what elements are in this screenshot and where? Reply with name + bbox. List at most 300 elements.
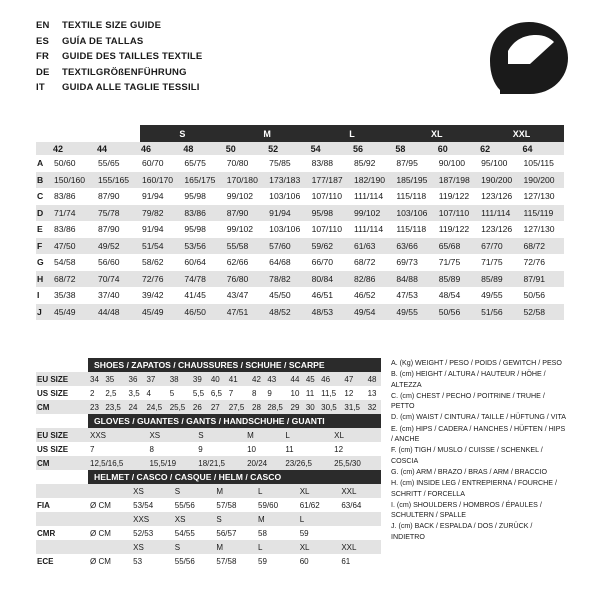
cell: 87/90 bbox=[226, 207, 249, 218]
cell: XS bbox=[133, 542, 144, 552]
cell: 60/64 bbox=[184, 257, 206, 268]
cell: 13 bbox=[367, 388, 377, 398]
cell: 60/70 bbox=[142, 158, 164, 169]
table-row bbox=[36, 287, 564, 304]
cell: XL bbox=[334, 430, 344, 440]
cell: 36 bbox=[128, 374, 138, 384]
cell: 60 bbox=[299, 556, 309, 566]
cell: S bbox=[174, 486, 181, 496]
cell: 78/82 bbox=[269, 273, 291, 284]
row-label: US SIZE bbox=[37, 388, 69, 398]
cell: 54/55 bbox=[174, 528, 195, 538]
cell: 90/100 bbox=[438, 158, 466, 169]
row-key: A bbox=[37, 158, 44, 169]
cell: 48/52 bbox=[269, 306, 291, 317]
table-row bbox=[36, 188, 564, 205]
cell: 50/56 bbox=[438, 306, 461, 317]
cell: 12 bbox=[344, 388, 354, 398]
cell: 37 bbox=[146, 374, 156, 384]
legend-item: B. (cm) HEIGHT / ALTURA / HAUTEUR / HÖHE / ALTEZZA bbox=[391, 370, 546, 389]
cell: L bbox=[258, 542, 263, 552]
size-number: 62 bbox=[480, 143, 491, 154]
cell: 65/75 bbox=[184, 158, 206, 169]
cell: 71/74 bbox=[54, 207, 76, 218]
cell: 37/40 bbox=[98, 290, 120, 301]
cell: 44/48 bbox=[98, 306, 120, 317]
cell: 99/102 bbox=[226, 224, 254, 235]
table-row bbox=[36, 205, 564, 222]
cell: 59/62 bbox=[311, 240, 334, 251]
cell: 83/86 bbox=[54, 191, 76, 202]
cell: 27,5 bbox=[228, 402, 245, 412]
cell: 67/70 bbox=[481, 240, 503, 251]
cell: 25,5 bbox=[169, 402, 186, 412]
cell: 63/64 bbox=[341, 500, 362, 510]
row-key: C bbox=[37, 191, 44, 202]
cell: 28,5 bbox=[267, 402, 283, 412]
row-key: J bbox=[37, 306, 42, 317]
header-title: GUIDE DES TAILLES TEXTILE bbox=[62, 51, 203, 62]
table-row bbox=[36, 526, 381, 540]
cell: 34 bbox=[90, 374, 99, 384]
header-line bbox=[36, 80, 202, 96]
header-lang-code: FR bbox=[36, 51, 50, 62]
cell: L bbox=[299, 514, 305, 524]
cell: 95/98 bbox=[184, 224, 206, 235]
letter-header-row bbox=[36, 125, 564, 142]
cell: 24 bbox=[128, 402, 138, 412]
legend-item: C. (cm) CHEST / PECHO / POITRINE / TRUHE / PETTO bbox=[391, 391, 545, 411]
cell: 20/24 bbox=[247, 458, 268, 468]
table-row bbox=[36, 554, 381, 568]
row-key: E bbox=[37, 224, 43, 235]
row-label: EU SIZE bbox=[37, 430, 69, 440]
cell: 45/49 bbox=[142, 306, 164, 317]
cell: 32 bbox=[367, 402, 377, 412]
cell: 85/89 bbox=[481, 273, 503, 284]
cell: XS bbox=[149, 430, 161, 440]
cell: 99/102 bbox=[226, 191, 254, 202]
cell: 29 bbox=[290, 402, 300, 412]
cell: 115/119 bbox=[523, 207, 554, 218]
cell: M bbox=[216, 486, 224, 496]
cell: 74/78 bbox=[184, 273, 206, 284]
size-number: 58 bbox=[395, 143, 406, 154]
size-number: 54 bbox=[310, 143, 321, 154]
cell: XXS bbox=[90, 430, 107, 440]
cell: 47/53 bbox=[396, 290, 418, 301]
cell: 5 bbox=[169, 388, 175, 398]
cell: 51/54 bbox=[142, 240, 164, 251]
size-number: 50 bbox=[225, 143, 236, 154]
size-letter-l: L bbox=[310, 125, 395, 142]
cell: 35/38 bbox=[54, 290, 76, 301]
cell: 42 bbox=[252, 374, 261, 384]
header-line bbox=[36, 18, 202, 34]
cell: 5,5 bbox=[192, 388, 205, 398]
legend-item: D. (cm) WAIST / CINTURA / TAILLE / HÜFTUNG / VITA bbox=[391, 413, 566, 422]
cell: 48 bbox=[367, 374, 377, 384]
cell: 39/42 bbox=[142, 290, 164, 301]
cell: 47 bbox=[344, 374, 354, 384]
cell: 11,5 bbox=[321, 388, 337, 398]
cell: 75/78 bbox=[98, 207, 120, 218]
cell: 45/49 bbox=[54, 306, 76, 317]
cell: 12 bbox=[334, 444, 344, 454]
table-row bbox=[36, 484, 381, 498]
header-title: TEXTILE SIZE GUIDE bbox=[62, 20, 162, 31]
cell: XXS bbox=[133, 514, 150, 524]
row-key: G bbox=[37, 257, 44, 268]
cell: 87/90 bbox=[98, 224, 120, 235]
cell: 82/86 bbox=[353, 273, 376, 284]
cell: S bbox=[198, 430, 204, 440]
row-label: US SIZE bbox=[37, 444, 69, 454]
cell: 111/114 bbox=[353, 224, 384, 235]
cell: 8 bbox=[252, 388, 257, 398]
size-letter-m: M bbox=[225, 125, 310, 142]
cell: 83/86 bbox=[184, 207, 206, 218]
cell: 53/56 bbox=[184, 240, 206, 251]
legend-item: E. (cm) HIPS / CADERA / HANCHES / HÜFTEN / HIPS / ANCHE bbox=[391, 424, 566, 444]
cell: 55/56 bbox=[174, 500, 195, 510]
size-number: 48 bbox=[183, 143, 194, 154]
header-line bbox=[36, 34, 202, 50]
cell: 95/98 bbox=[184, 191, 206, 202]
cell: 119/122 bbox=[438, 224, 470, 235]
cell: 103/106 bbox=[269, 224, 301, 235]
cell: 187/198 bbox=[438, 174, 470, 185]
cell: 68/72 bbox=[353, 257, 376, 268]
cell: 57/58 bbox=[216, 556, 237, 566]
header-lang-code: IT bbox=[36, 82, 45, 93]
table-row bbox=[36, 155, 564, 172]
cell: 84/88 bbox=[396, 273, 418, 284]
cell: M bbox=[258, 514, 265, 524]
header-title: GUIDA ALLE TAGLIE TESSILI bbox=[62, 82, 200, 93]
legend-item: F. (cm) TIGH / MUSLO / CUISSE / SCHENKEL / COSCIA bbox=[391, 446, 543, 465]
legend-item: J. (cm) BACK / ESPALDA / DOS / ZURÜCK / INDIETRO bbox=[391, 522, 533, 541]
table-row bbox=[36, 386, 381, 400]
cell: 62/66 bbox=[226, 257, 249, 268]
table-row bbox=[36, 442, 381, 456]
cell: 107/110 bbox=[438, 207, 470, 218]
cell: 69/73 bbox=[396, 257, 418, 268]
cell: 95/100 bbox=[481, 158, 508, 169]
cell: 9 bbox=[267, 388, 272, 398]
gloves-section-title: GLOVES / GUANTES / GANTS / HANDSCHUHE / GUANTI bbox=[88, 414, 381, 428]
cell: 111/114 bbox=[353, 191, 384, 202]
table-row bbox=[36, 428, 381, 442]
cell: 49/55 bbox=[396, 306, 418, 317]
header-lang-code: ES bbox=[36, 35, 50, 47]
cell: 55/65 bbox=[98, 158, 120, 169]
cell: 53 bbox=[133, 556, 143, 566]
cell: 61 bbox=[341, 556, 351, 566]
cell: 26 bbox=[192, 402, 202, 412]
cell: 103/106 bbox=[269, 191, 301, 202]
shoes-section-title: SHOES / ZAPATOS / CHAUSSURES / SCHUHE / SCARPE bbox=[88, 358, 381, 372]
size-number: 52 bbox=[268, 143, 279, 154]
cell: 11 bbox=[285, 444, 294, 454]
cell: 91/94 bbox=[142, 191, 164, 202]
cell: 39 bbox=[192, 374, 202, 384]
cell: 119/122 bbox=[438, 191, 470, 202]
cell: 165/175 bbox=[184, 174, 216, 185]
cell: 2,5 bbox=[105, 388, 117, 398]
cell: 72/76 bbox=[523, 257, 546, 268]
size-number: 46 bbox=[141, 143, 152, 154]
cell: 53/54 bbox=[133, 500, 154, 510]
cell: 87/91 bbox=[523, 273, 546, 284]
row-label: EU SIZE bbox=[37, 374, 69, 384]
cell: 79/82 bbox=[142, 207, 164, 218]
cell: 50/56 bbox=[523, 290, 546, 301]
cell: 10 bbox=[247, 444, 256, 454]
cell: 49/55 bbox=[481, 290, 503, 301]
cell: 107/110 bbox=[311, 224, 342, 235]
cell: 55/56 bbox=[174, 556, 195, 566]
cell: 43 bbox=[267, 374, 277, 384]
cell: 48/53 bbox=[311, 306, 334, 317]
cell: 15,5/19 bbox=[149, 458, 177, 468]
cell: 28 bbox=[252, 402, 261, 412]
cell: 87/90 bbox=[98, 191, 120, 202]
row-key: I bbox=[37, 290, 40, 301]
cell: 48/54 bbox=[438, 290, 461, 301]
cell: 155/165 bbox=[98, 174, 130, 185]
cell: 47/51 bbox=[226, 306, 249, 317]
cell: 61/63 bbox=[353, 240, 376, 251]
size-number: 64 bbox=[522, 143, 533, 154]
cell: 170/180 bbox=[226, 174, 258, 185]
cell: 71/75 bbox=[481, 257, 503, 268]
cell: 25,5/30 bbox=[334, 458, 361, 468]
header-lang-code: DE bbox=[36, 66, 50, 78]
cell: 76/80 bbox=[226, 273, 249, 284]
cell: 68/72 bbox=[54, 273, 76, 284]
numeric-header-row bbox=[36, 142, 564, 155]
cell: 27 bbox=[210, 402, 220, 412]
cell: 123/126 bbox=[481, 191, 513, 202]
language-header bbox=[36, 18, 202, 96]
cell: 23,5 bbox=[105, 402, 121, 412]
cell: 70/74 bbox=[98, 273, 120, 284]
row-key: F bbox=[37, 240, 43, 251]
cell: 127/130 bbox=[523, 224, 555, 235]
cell: 50/60 bbox=[54, 158, 76, 169]
cell: 8 bbox=[149, 444, 154, 454]
cell: 85/92 bbox=[353, 158, 376, 169]
cell: 61/62 bbox=[299, 500, 320, 510]
cell: 4 bbox=[146, 388, 151, 398]
cell: 40 bbox=[210, 374, 220, 384]
table-row bbox=[36, 238, 564, 255]
cell: 45 bbox=[305, 374, 315, 384]
cell: 190/200 bbox=[481, 174, 513, 185]
unit: Ø CM bbox=[90, 500, 111, 510]
cell: 95/98 bbox=[311, 207, 334, 218]
table-row bbox=[36, 372, 381, 386]
size-number: 42 bbox=[53, 143, 64, 154]
size-number: 60 bbox=[437, 143, 448, 154]
cell: 57/58 bbox=[216, 500, 237, 510]
cell: L bbox=[258, 486, 263, 496]
cell: 68/72 bbox=[523, 240, 546, 251]
table-row bbox=[36, 512, 381, 526]
cell: 41 bbox=[228, 374, 238, 384]
cell: 66/70 bbox=[311, 257, 334, 268]
cell: 44 bbox=[290, 374, 300, 384]
cell: 46 bbox=[321, 374, 331, 384]
header-line bbox=[36, 49, 202, 65]
cell: 3,5 bbox=[128, 388, 140, 398]
cell: 57/60 bbox=[269, 240, 291, 251]
table-row bbox=[36, 271, 564, 288]
cell: 31,5 bbox=[344, 402, 360, 412]
cell: S bbox=[216, 514, 222, 524]
row-key: B bbox=[37, 174, 44, 185]
table-row bbox=[36, 304, 564, 321]
cell: S bbox=[174, 542, 181, 552]
header-title: TEXTILGRÖßENFÜHRUNG bbox=[62, 66, 187, 78]
cell: 85/89 bbox=[438, 273, 461, 284]
cell: 105/115 bbox=[523, 158, 554, 169]
cell: 59 bbox=[258, 556, 267, 566]
helmet-section-title: HELMET / CASCO / CASQUE / HELM / CASCO bbox=[88, 470, 381, 484]
cell: 30 bbox=[305, 402, 315, 412]
measurement-legend bbox=[391, 358, 566, 543]
cell: 182/190 bbox=[353, 174, 386, 185]
cell: 52/53 bbox=[133, 528, 154, 538]
unit: Ø CM bbox=[90, 556, 111, 566]
cell: 35 bbox=[105, 374, 115, 384]
cell: L bbox=[285, 430, 290, 440]
legend-item: I. (cm) SHOULDERS / HOMBROS / ÉPAULES / SCHULTERN / SPALLE bbox=[391, 500, 542, 520]
cell: 80/84 bbox=[311, 273, 334, 284]
size-number: 44 bbox=[97, 143, 108, 154]
cell: 75/85 bbox=[269, 158, 291, 169]
cell: 55/58 bbox=[226, 240, 249, 251]
cell: 115/118 bbox=[396, 191, 427, 202]
cell: 123/126 bbox=[481, 224, 513, 235]
cell: 56/57 bbox=[216, 528, 237, 538]
cell: 63/66 bbox=[396, 240, 418, 251]
cell: M bbox=[216, 542, 224, 552]
cell: 49/54 bbox=[353, 306, 376, 317]
table-row bbox=[36, 172, 564, 189]
cell: 30,5 bbox=[321, 402, 337, 412]
cell: 47/50 bbox=[54, 240, 76, 251]
header-line bbox=[36, 65, 202, 81]
cell: 91/94 bbox=[142, 224, 164, 235]
header-lang-code: EN bbox=[36, 20, 50, 31]
cell: M bbox=[247, 430, 254, 440]
cell: 18/21,5 bbox=[198, 458, 225, 468]
size-letter-xxl: XXL bbox=[479, 125, 564, 142]
row-key: H bbox=[37, 273, 44, 284]
cell: 59/60 bbox=[258, 500, 279, 510]
cell: 59 bbox=[299, 528, 309, 538]
cell: 71/75 bbox=[438, 257, 461, 268]
legend-item: G. (cm) ARM / BRAZO / BRAS / ARM / BRACCIO bbox=[391, 467, 548, 476]
cell: 10 bbox=[290, 388, 300, 398]
row-label: ECE bbox=[37, 556, 54, 566]
cell: 150/160 bbox=[54, 174, 86, 185]
legend-item: A. (Kg) WEIGHT / PESO / POIDS / GEWITCH / PESO bbox=[391, 359, 562, 367]
cell: 99/102 bbox=[353, 207, 381, 218]
cell: 23 bbox=[90, 402, 99, 412]
cell: 83/88 bbox=[311, 158, 334, 169]
cell: 23/26,5 bbox=[285, 458, 313, 468]
gloves-table bbox=[36, 428, 381, 470]
cell: 46/51 bbox=[311, 290, 334, 301]
cell: 127/130 bbox=[523, 191, 555, 202]
size-letter-s: S bbox=[140, 125, 225, 142]
cell: XS bbox=[174, 514, 186, 524]
cell: XL bbox=[299, 542, 310, 552]
cell: XL bbox=[299, 486, 310, 496]
row-label: CM bbox=[37, 458, 50, 468]
cell: 58 bbox=[258, 528, 267, 538]
cell: XXL bbox=[341, 542, 357, 552]
cell: 12,5/16,5 bbox=[90, 458, 124, 468]
main-size-table bbox=[36, 125, 564, 320]
cell: 72/76 bbox=[142, 273, 164, 284]
table-row bbox=[36, 254, 564, 271]
row-key: D bbox=[37, 207, 44, 218]
cell: 46/50 bbox=[184, 306, 206, 317]
unit: Ø CM bbox=[90, 528, 111, 538]
cell: XS bbox=[133, 486, 144, 496]
size-number: 56 bbox=[352, 143, 363, 154]
table-row bbox=[36, 221, 564, 238]
cell: 54/58 bbox=[54, 257, 76, 268]
size-letter-xl: XL bbox=[394, 125, 479, 142]
cell: 160/170 bbox=[142, 174, 174, 185]
table-row bbox=[36, 498, 381, 512]
row-label: FIA bbox=[37, 500, 50, 510]
cell: 103/106 bbox=[396, 207, 428, 218]
cell: 111/114 bbox=[481, 207, 511, 218]
helmet-table bbox=[36, 484, 381, 568]
cell: XXL bbox=[341, 486, 357, 496]
cell: 177/187 bbox=[311, 174, 343, 185]
helmet-icon bbox=[486, 20, 572, 103]
cell: 24,5 bbox=[146, 402, 163, 412]
cell: 64/68 bbox=[269, 257, 291, 268]
cell: 83/86 bbox=[54, 224, 76, 235]
cell: 70/80 bbox=[226, 158, 249, 169]
cell: 52/58 bbox=[523, 306, 546, 317]
cell: 49/52 bbox=[98, 240, 120, 251]
cell: 87/95 bbox=[396, 158, 418, 169]
cell: 185/195 bbox=[396, 174, 428, 185]
legend-item: H. (cm) INSIDE LEG / ENTREPIERNA / FOURCHE / SCHRITT / FORCELLA bbox=[391, 479, 557, 498]
cell: 41/45 bbox=[184, 290, 206, 301]
cell: 51/56 bbox=[481, 306, 503, 317]
cell: 190/200 bbox=[523, 174, 555, 185]
cell: 107/110 bbox=[311, 191, 342, 202]
cell: 56/60 bbox=[98, 257, 120, 268]
cell: 45/50 bbox=[269, 290, 291, 301]
cell: 6,5 bbox=[210, 388, 222, 398]
cell: 173/183 bbox=[269, 174, 301, 185]
header-title: GUÍA DE TALLAS bbox=[62, 35, 144, 47]
table-row bbox=[36, 456, 381, 470]
table-row bbox=[36, 540, 381, 554]
cell: 115/118 bbox=[396, 224, 427, 235]
